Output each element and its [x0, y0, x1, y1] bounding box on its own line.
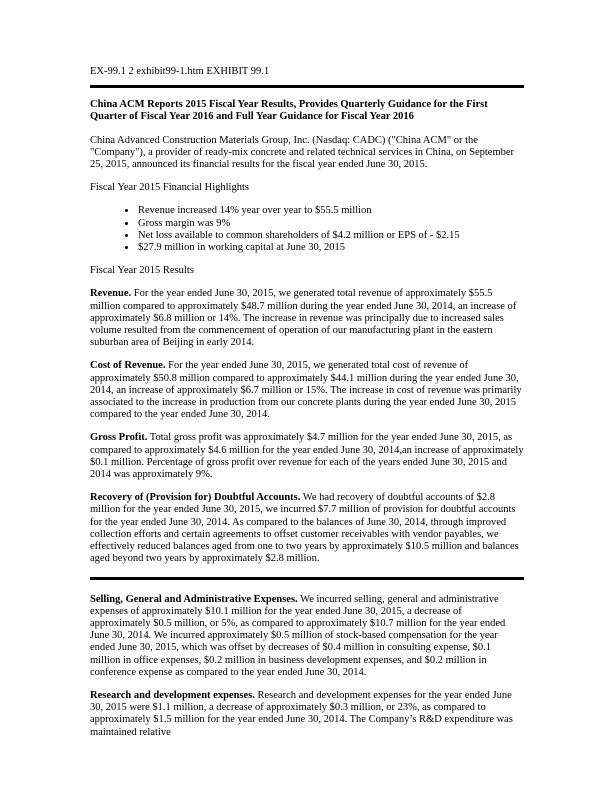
divider-section [90, 577, 524, 580]
results-heading: Fiscal Year 2015 Results [90, 265, 194, 277]
document-content [90, 66, 524, 750]
paragraph-doubtful-accounts [90, 492, 524, 565]
highlights-list [90, 205, 524, 254]
paragraph-lead: Research and development expenses. [90, 689, 255, 701]
paragraph-lead: Revenue. [90, 288, 132, 300]
paragraph-lead: Selling, General and Administrative Expenses. [90, 593, 298, 605]
paragraph-sga-expenses [90, 594, 524, 679]
document-title: China ACM Reports 2015 Fiscal Year Results, Provides Quarterly Guidance for the First Quarter of Fiscal Year 2016 and Full Year Guidance for Fiscal Year 2016 [90, 99, 488, 123]
paragraph-lead: Cost of Revenue. [90, 360, 166, 372]
paragraph-revenue [90, 288, 524, 349]
highlight-item: • $27.9 million in working capital at June 30, 2015 [137, 242, 524, 254]
highlight-item: • Revenue increased 14% year over year to $55.5 million [137, 205, 524, 217]
paragraph-body: Total gross profit was approximately $4.7 million for the year ended June 30, 2015, as compared to approximately $4.6 million for the year ended June 30, 2014,an increase of approximately $0.1 million. Percentage of gross profit over revenue for each of the years ended June 30, 2015 and 2014 was approximately 9%. [90, 432, 524, 481]
paragraph-body: For the year ended June 30, 2015, we generated total cost of revenue of approximately $50.8 million compared to approximately $44.1 million during the year ended June 30, 2014, an increase of approximately $6.7 million or 15%. The increase in cost of revenue was primarily associated to the increase in production from our concrete plants during the year ended June 30, 2015 compared to the year ended June 30, 2014. [90, 360, 522, 421]
paragraph-body: Research and development expenses for the year ended June 30, 2015 were $1.1 million, a decrease of approximately $0.3 million, or 23%, as compared to approximately $1.5 million for the year ended June 30, 2014. The Company’s R&D expenditure was maintained relative [90, 689, 513, 738]
paragraph-body: We had recovery of doubtful accounts of $2.8 million for the year ended June 30, 2015, we incurred $7.7 million of provision for doubtful accounts for the year ended June 30, 2014. As compared to the balances of June 30, 2014, through improved collection efforts and certain agreements to offset customer receivables with vendor payables, we effectively reduced balances aged from one to two years by approximately $10.5 million and balances aged beyond two years by approximately $2.8 million. [90, 492, 519, 565]
paragraph-cost-of-revenue [90, 360, 524, 421]
paragraph-gross-profit [90, 432, 524, 481]
paragraph-lead: Gross Profit. [90, 432, 148, 444]
divider-top [90, 85, 524, 88]
paragraph-rd-expenses [90, 690, 524, 739]
highlight-item: • Gross margin was 9% [137, 218, 524, 230]
paragraph-lead: Recovery of (Provision for) Doubtful Accounts. [90, 492, 301, 504]
intro-paragraph: China Advanced Construction Materials Group, Inc. (Nasdaq: CADC) ("China ACM" or the "Company"), a provider of ready-mix concrete and related technical services in China, on September 25, 2015, announced its financial results for the fiscal year ended June 30, 2015. [90, 134, 515, 171]
exhibit-header: EX-99.1 2 exhibit99-1.htm EXHIBIT 99.1 [90, 66, 270, 77]
highlights-heading: Fiscal Year 2015 Financial Highlights [90, 182, 249, 194]
highlight-item: • Net loss available to common shareholders of $4.2 million or EPS of - $2.15 [137, 230, 524, 242]
paragraph-body: For the year ended June 30, 2015, we generated total revenue of approximately $55.5 million compared to approximately $48.7 million during the year ended June 30, 2014, an increase of approximately $6.8 million or 14%. The increase in revenue was principally due to increased sales volume resulted from the commencement of operation of our manufacturing plant in the eastern suburban area of Beijing in early 2014. [90, 288, 517, 349]
paragraph-body: We incurred selling, general and administrative expenses of approximately $10.1 million for the year ended June 30, 2015, a decrease of approximately $0.5 million, or 5%, as compared to approximately $10.7 million for the year ended June 30, 2014. We incurred approximately $0.5 million of stock-based compensation for the year ended June 30, 2015, which was offset by decreases of $0.4 million in consulting expense, $0.1 million in office expenses, $0.2 million in business development expenses, and $0.2 million in conference expense as compared to the year ended June 30, 2014. [90, 593, 506, 678]
